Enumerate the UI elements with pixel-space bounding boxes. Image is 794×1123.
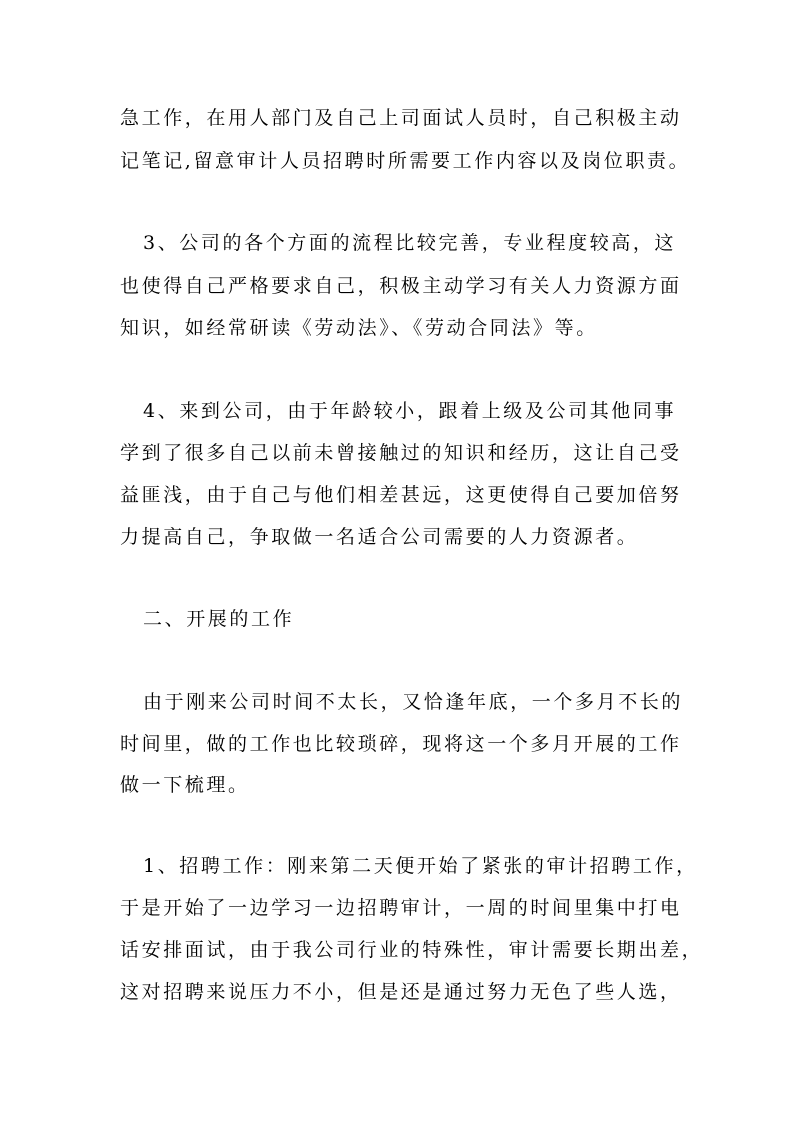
paragraph-line: 话安排面试，由于我公司行业的特殊性，审计需要长期出差，: [120, 939, 704, 961]
paragraph-line: 4、来到公司，由于年龄较小，跟着上级及公司其他同事: [143, 400, 677, 422]
paragraph-line: 做一下梳理。: [120, 774, 250, 796]
paragraph-line: 由于刚来公司时间不太长，又恰逢年底，一个多月不长的: [143, 691, 684, 713]
paragraph-line: 这对招聘来说压力不小，但是还是通过努力无色了些人选，: [120, 981, 682, 1003]
paragraph-line: 急工作，在用人部门及自己上司面试人员时，自己积极主动: [120, 107, 682, 129]
paragraph-line: 学到了很多自己以前未曾接触过的知识和经历，这让自己受: [120, 442, 682, 464]
section-heading: 二、开展的工作: [143, 608, 295, 630]
paragraph-line: 1、招聘工作：刚来第二天便开始了紧张的审计招聘工作，: [143, 855, 698, 877]
paragraph-line: 知识，如经常研读《劳动法》、《劳动合同法》等。: [120, 317, 598, 339]
paragraph-line: 记笔记,留意审计人员招聘时所需要工作内容以及岗位职责。: [120, 150, 691, 172]
paragraph-line: 益匪浅，由于自己与他们相差甚远，这更使得自己要加倍努: [120, 484, 682, 506]
paragraph-line: 3、公司的各个方面的流程比较完善，专业程度较高，这: [143, 232, 677, 254]
paragraph-line: 于是开始了一边学习一边招聘审计，一周的时间里集中打电: [120, 897, 682, 919]
paragraph-line: 力提高自己，争取做一名适合公司需要的人力资源者。: [120, 526, 639, 548]
paragraph-line: 也使得自己严格要求自己，积极主动学习有关人力资源方面: [120, 275, 682, 297]
paragraph-line: 时间里，做的工作也比较琐碎，现将这一个多月开展的工作: [120, 733, 682, 755]
